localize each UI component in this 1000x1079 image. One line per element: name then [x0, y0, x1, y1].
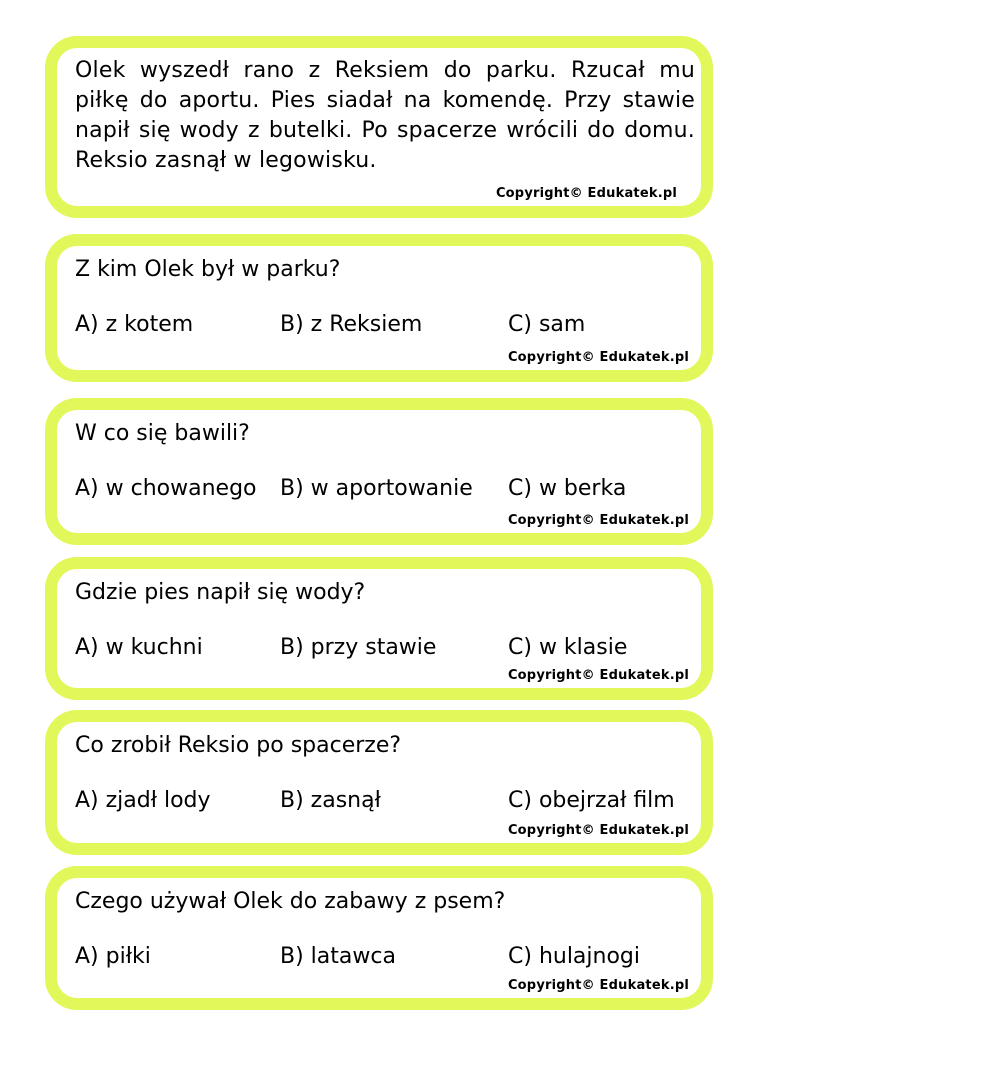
story-text: Olek wyszedł rano z Reksiem do parku. Rzucał mu piłkę do aportu. Pies siadał na komendę. Przy stawie napił się wody z butelki. Po spacerze wrócili do domu. Reksio zasnął w legowisku.: [75, 58, 695, 173]
answer-option-c: C) sam: [508, 312, 586, 337]
question-text: Co zrobił Reksio po spacerze?: [75, 733, 402, 758]
answer-option-a: A) z kotem: [75, 312, 194, 337]
copyright-note: Copyright© Edukatek.pl: [495, 186, 677, 201]
answer-option-b: B) w aportowanie: [280, 476, 473, 501]
question-card-3: [45, 557, 713, 700]
answers-row: [75, 475, 697, 503]
answer-option-b: B) przy stawie: [280, 635, 437, 660]
answer-option-c: C) obejrzał film: [508, 788, 675, 813]
question-text: Gdzie pies napił się wody?: [75, 580, 366, 605]
copyright-note: Copyright© Edukatek.pl: [507, 350, 689, 365]
answer-option-a: A) zjadł lody: [75, 788, 211, 813]
copyright-note: Copyright© Edukatek.pl: [507, 668, 689, 683]
answer-option-b: B) z Reksiem: [280, 312, 423, 337]
question-card-2: [45, 398, 713, 545]
answers-row: [75, 943, 697, 971]
answer-option-c: C) w klasie: [508, 635, 628, 660]
copyright-note: Copyright© Edukatek.pl: [507, 513, 689, 528]
answer-option-a: A) piłki: [75, 944, 151, 969]
question-card-1: [45, 234, 713, 382]
answer-option-a: A) w kuchni: [75, 635, 203, 660]
worksheet-column: [45, 36, 713, 1010]
copyright-note: Copyright© Edukatek.pl: [507, 978, 689, 993]
answer-option-c: C) hulajnogi: [508, 944, 641, 969]
answers-row: [75, 787, 697, 815]
question-text: W co się bawili?: [75, 421, 250, 446]
answers-row: [75, 634, 697, 662]
question-card-5: [45, 866, 713, 1010]
story-card: [45, 36, 713, 218]
question-text: Czego używał Olek do zabawy z psem?: [75, 889, 506, 914]
answers-row: [75, 311, 697, 339]
question-text: Z kim Olek był w parku?: [75, 257, 341, 282]
copyright-note: Copyright© Edukatek.pl: [507, 823, 689, 838]
answer-option-b: B) zasnął: [280, 788, 381, 813]
answer-option-a: A) w chowanego: [75, 476, 257, 501]
question-card-4: [45, 710, 713, 855]
answer-option-b: B) latawca: [280, 944, 396, 969]
answer-option-c: C) w berka: [508, 476, 627, 501]
